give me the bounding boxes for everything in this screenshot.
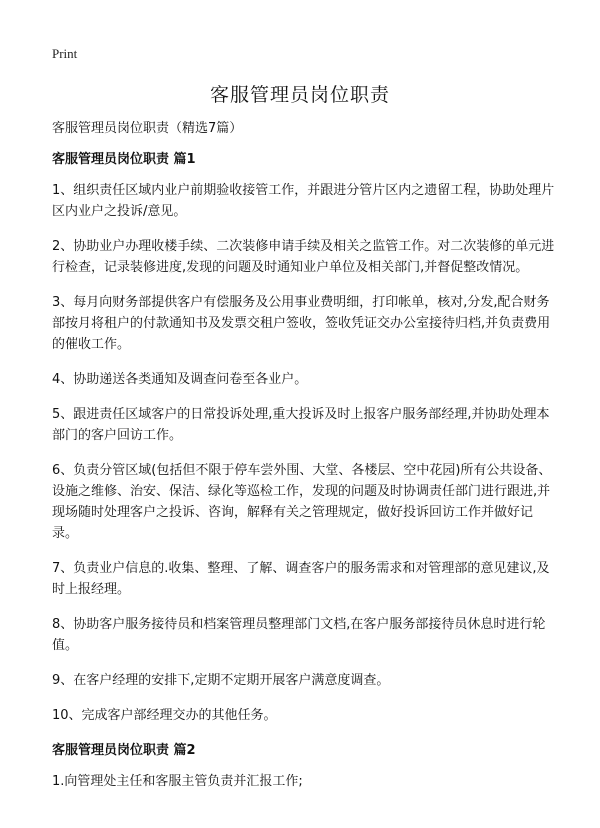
document-body <box>52 118 557 806</box>
list-item: 9、在客户经理的安排下,定期不定期开展客户满意度调查。 <box>52 673 390 688</box>
list-item: 5、跟进责任区域客户的日常投诉处理,重大投诉及时上报客户服务部经理,并协助处理本部门的客户回访工作。 <box>52 407 550 443</box>
list-item: 10、完成客户部经理交办的其他任务。 <box>52 708 277 723</box>
list-item: 1、组织责任区域内业户前期验收接管工作，并跟进分管片区内之遗留工程，协助处理片区内业户之投诉/意见。 <box>52 183 555 219</box>
list-item: 7、负责业户信息的.收集、整理、了解、调查客户的服务需求和对管理部的意见建议,及时上报经理。 <box>52 561 550 597</box>
list-item: 4、协助递送各类通知及调查问卷至各业户。 <box>52 372 308 387</box>
page-title: 客服管理员岗位职责 <box>209 84 390 106</box>
list-item: 2、协助业户办理收楼手续、二次装修申请手续及相关之监管工作。对二次装修的单元进行检查，记录装修进度,发现的问题及时通知业户单位及相关部门,并督促整改情况。 <box>52 239 555 275</box>
list-item: 8、协助客户服务接待员和档案管理员整理部门文档,在客户服务部接待员休息时进行轮值。 <box>52 617 546 653</box>
document-subtitle: 客服管理员岗位职责（精选7篇） <box>52 121 243 136</box>
list-item: 6、负责分管区域(包括但不限于停车尝外围、大堂、各楼层、空中花园)所有公共设备、设施之维修、治安、保洁、绿化等巡检工作，发现的问题及时协调责任部门进行跟进,并现场随时处理客户之投诉、咨询，解释有关之管理规定，做好投诉回访工作并做好记录。 <box>52 463 552 541</box>
section-heading-2: 客服管理员岗位职责 篇2 <box>52 743 196 758</box>
section-heading-1: 客服管理员岗位职责 篇1 <box>52 152 196 167</box>
list-item: 3、每月向财务部提供客户有偿服务及公用事业费明细，打印帐单，核对,分发,配合财务部按月将租户的付款通知书及发票交租户签收，签收凭证交办公室接待归档,并负责费用的催收工作。 <box>52 295 551 352</box>
list-item: 1.向管理处主任和客服主管负责并汇报工作; <box>52 774 303 789</box>
print-label: Print <box>52 46 78 61</box>
